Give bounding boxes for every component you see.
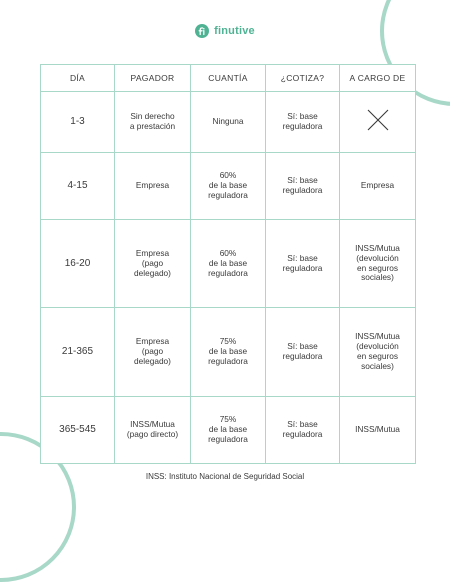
- cell-cotiza: Sí: base reguladora: [266, 396, 340, 463]
- cell-cotiza: Sí: base reguladora: [266, 92, 340, 153]
- table-row: [41, 92, 416, 153]
- cell-cotiza: Sí: base reguladora: [266, 152, 340, 219]
- table-row: [41, 308, 416, 397]
- table-header-row: [41, 65, 416, 92]
- finutive-logo-icon: [195, 24, 209, 38]
- table-row: [41, 152, 416, 219]
- x-mark-icon: [366, 108, 390, 132]
- cell-cotiza: Sí: base reguladora: [266, 219, 340, 308]
- cell-pagador: INSS/Mutua (pago directo): [115, 396, 191, 463]
- cell-dia: 4-15: [41, 152, 115, 219]
- cell-pagador: Sin derecho a prestación: [115, 92, 191, 153]
- cell-a-cargo-de: Empresa: [340, 152, 416, 219]
- cell-cuantia: 60% de la base reguladora: [191, 152, 266, 219]
- brand-name: finutive: [214, 25, 255, 37]
- cell-pagador: Empresa: [115, 152, 191, 219]
- cell-dia: 365-545: [41, 396, 115, 463]
- cell-pagador: Empresa (pago delegado): [115, 219, 191, 308]
- header-dia: DÍA: [41, 65, 115, 92]
- cell-cuantia: 60% de la base reguladora: [191, 219, 266, 308]
- cell-a-cargo-de: [340, 92, 416, 153]
- cell-cuantia: Ninguna: [191, 92, 266, 153]
- table-row: [41, 396, 416, 463]
- cell-pagador: Empresa (pago delegado): [115, 308, 191, 397]
- cell-a-cargo-de: INSS/Mutua: [340, 396, 416, 463]
- leave-schedule-table: [40, 64, 416, 464]
- footnote: INSS: Instituto Nacional de Seguridad Social: [145, 472, 305, 481]
- cell-a-cargo-de: INSS/Mutua (devolución en seguros sociales): [340, 219, 416, 308]
- cell-cotiza: Sí: base reguladora: [266, 308, 340, 397]
- cell-cuantia: 75% de la base reguladora: [191, 308, 266, 397]
- cell-cuantia: 75% de la base reguladora: [191, 396, 266, 463]
- cell-dia: 1-3: [41, 92, 115, 153]
- cell-dia: 16-20: [41, 219, 115, 308]
- header-cuantia: CUANTÍA: [191, 65, 266, 92]
- cell-dia: 21-365: [41, 308, 115, 397]
- cell-a-cargo-de: INSS/Mutua (devolución en seguros sociales): [340, 308, 416, 397]
- table-row: [41, 219, 416, 308]
- header-pagador: PAGADOR: [115, 65, 191, 92]
- header-cotiza: ¿COTIZA?: [266, 65, 340, 92]
- brand-logo: [0, 24, 450, 38]
- header-a-cargo-de: A CARGO DE: [340, 65, 416, 92]
